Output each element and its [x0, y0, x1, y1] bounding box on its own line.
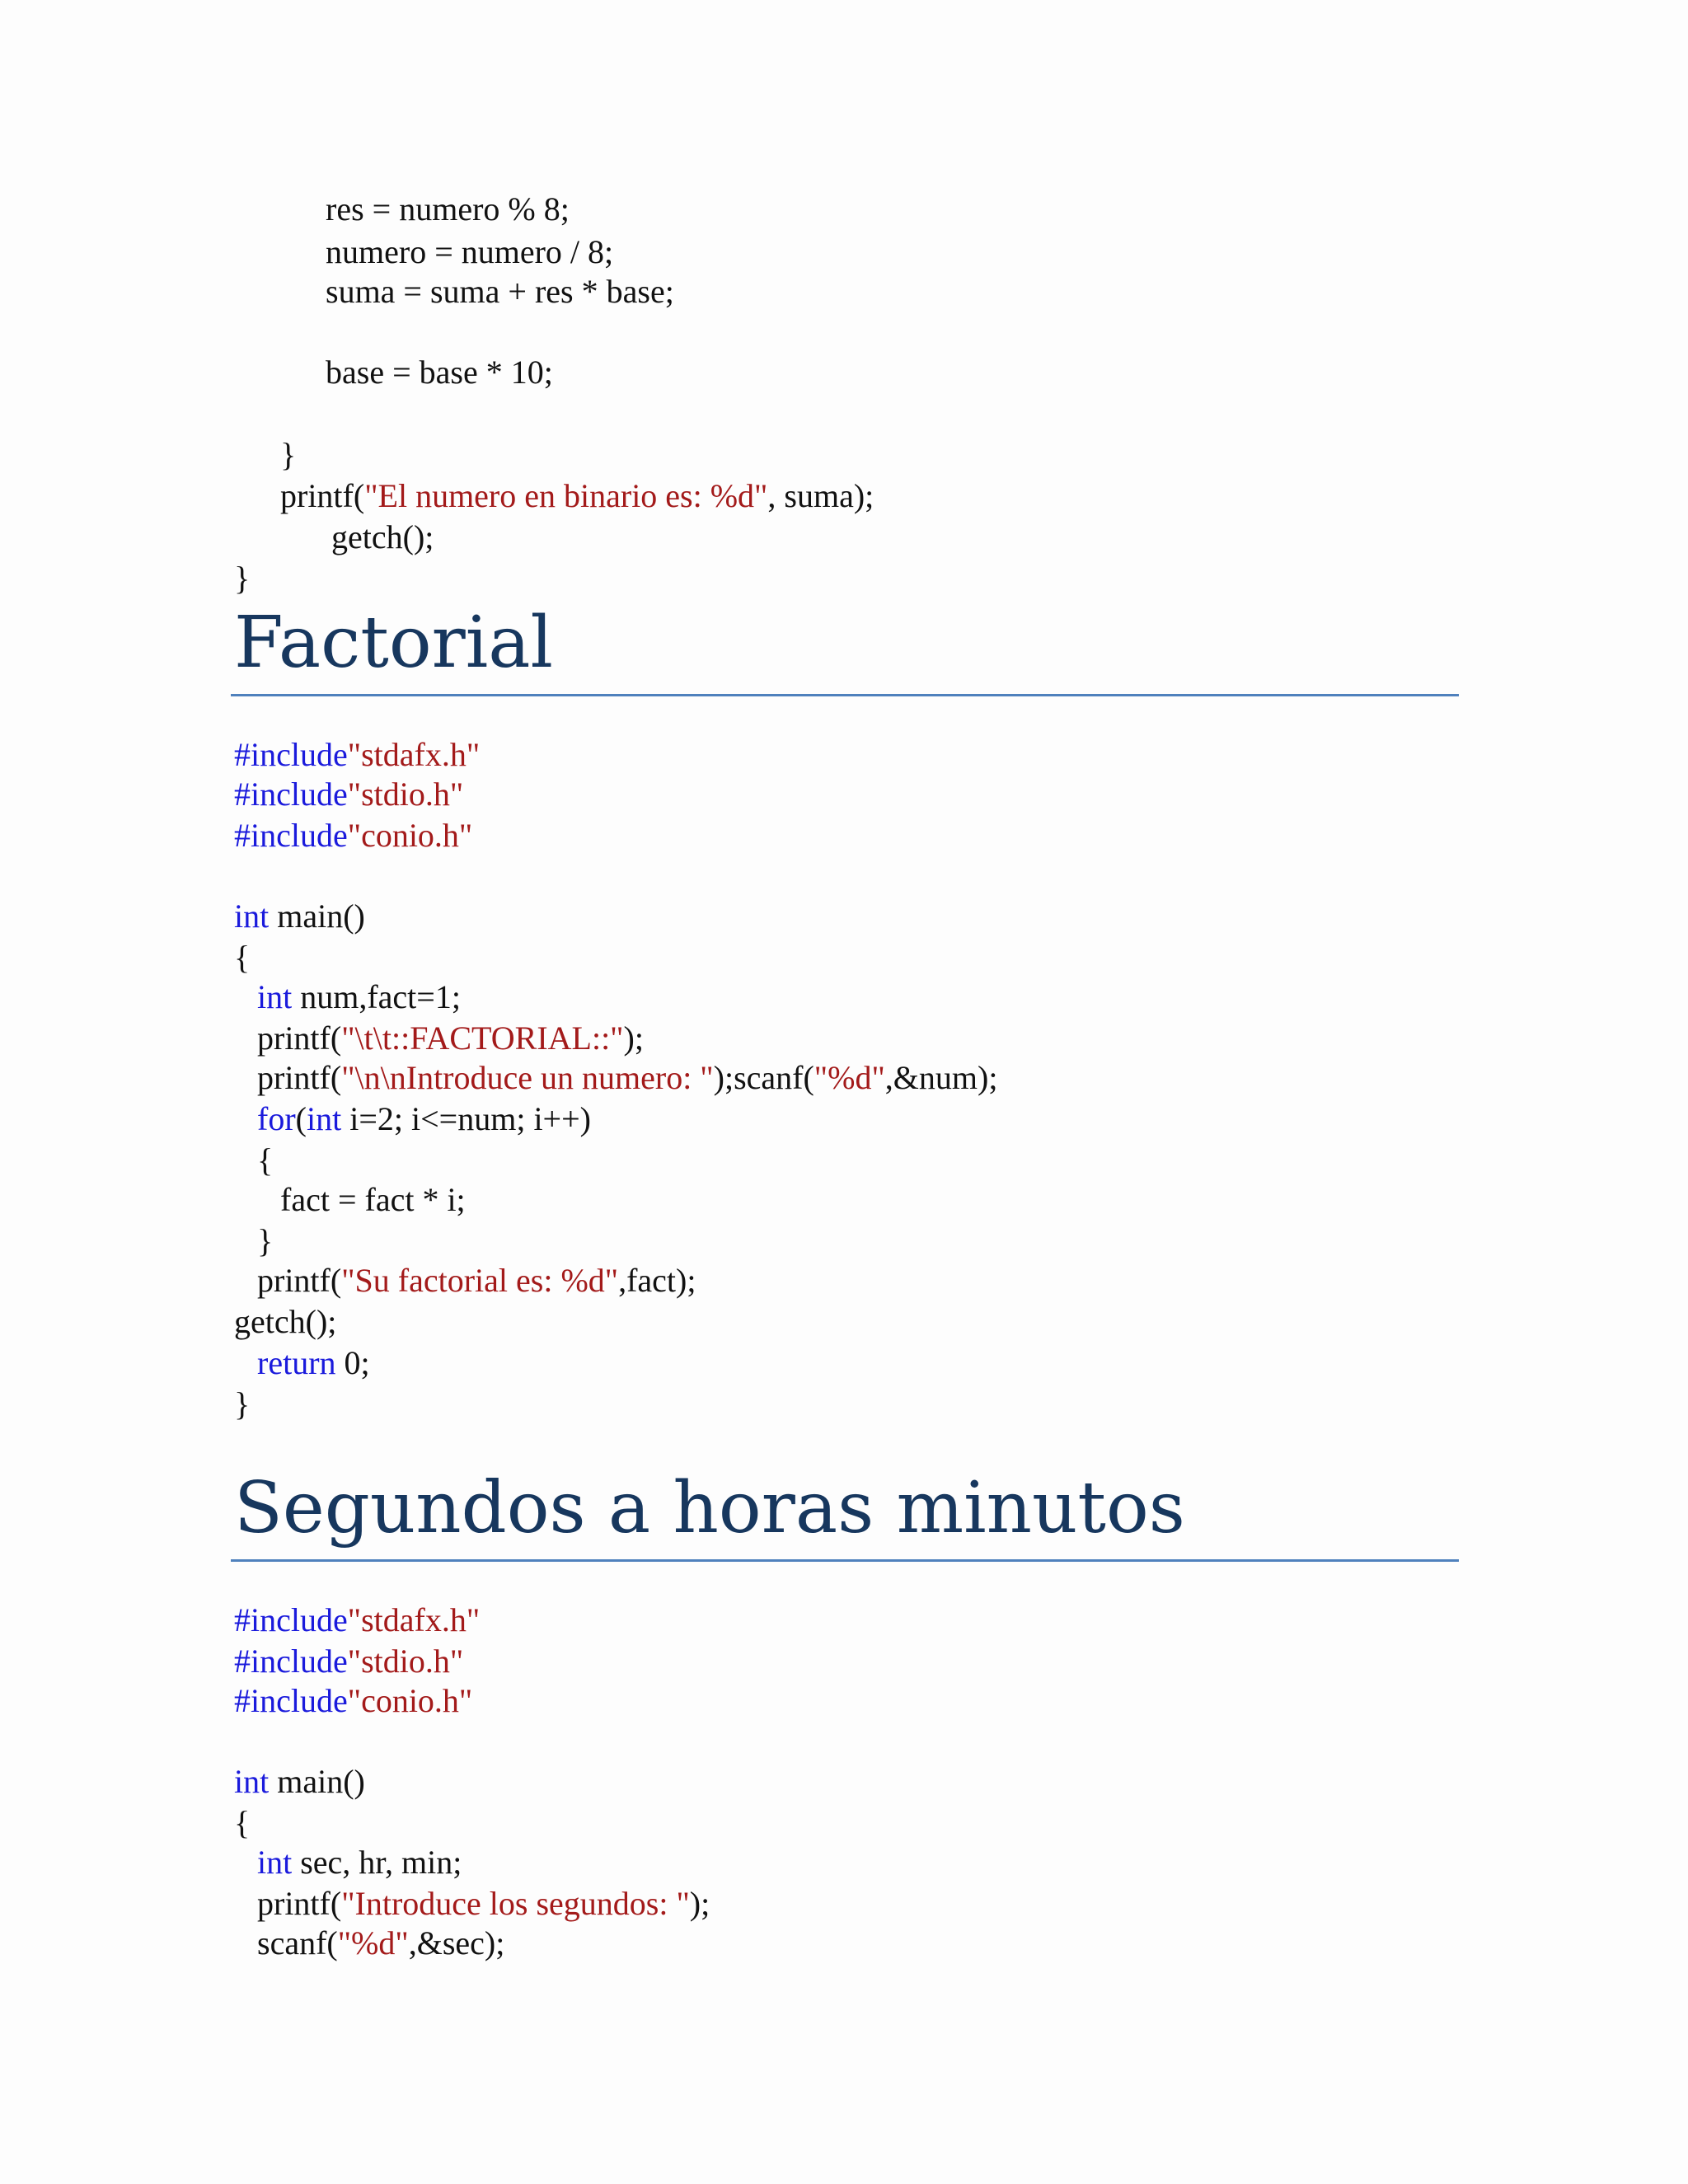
code-line: [257, 1343, 370, 1383]
code-line: [280, 435, 296, 475]
code-keyword: int: [234, 898, 270, 935]
code-text: main(): [269, 1763, 365, 1800]
code-line: [257, 1099, 591, 1139]
code-line: [257, 1141, 273, 1180]
code-text: {: [257, 1141, 274, 1179]
code-text: fact = fact * i;: [280, 1181, 466, 1218]
code-line: [257, 977, 461, 1017]
code-line: [326, 353, 553, 392]
code-text: printf(: [257, 1059, 342, 1096]
code-line: [331, 518, 434, 557]
code-text: ,fact);: [618, 1262, 696, 1299]
code-text: );scanf(: [713, 1059, 814, 1096]
code-line: [280, 476, 874, 516]
code-string: "\n\nIntroduce un numero: ": [341, 1059, 714, 1096]
code-keyword: #include: [234, 776, 348, 813]
code-line: [257, 1924, 504, 1963]
code-text: scanf(: [257, 1924, 338, 1961]
code-line: [326, 190, 570, 229]
code-line: [234, 1681, 472, 1721]
code-text: );: [689, 1885, 710, 1922]
code-line: [257, 1019, 644, 1058]
code-line: [326, 232, 613, 272]
code-line: [234, 559, 250, 598]
code-text: base = base * 10;: [326, 354, 553, 391]
code-text: {: [234, 1804, 251, 1841]
code-line: [280, 1180, 466, 1220]
heading-rule: [231, 1559, 1459, 1562]
code-string: "Introduce los segundos: ": [341, 1885, 690, 1922]
code-line: [234, 735, 480, 775]
code-string: "stdio.h": [347, 776, 464, 813]
code-text: printf(: [257, 1885, 342, 1922]
code-keyword: #include: [234, 1643, 348, 1680]
code-line: [234, 816, 472, 855]
code-line: [326, 272, 674, 312]
code-text: suma = suma + res * base;: [326, 273, 674, 310]
code-text: numero = numero / 8;: [326, 233, 614, 270]
code-keyword: int: [306, 1100, 342, 1137]
code-line: [234, 1803, 250, 1843]
code-text: printf(: [257, 1262, 342, 1299]
code-line: [257, 1843, 462, 1882]
code-keyword: int: [257, 978, 293, 1015]
code-text: getch();: [331, 518, 434, 555]
code-line: [234, 775, 463, 814]
code-text: res = numero % 8;: [326, 190, 570, 227]
code-keyword: int: [234, 1763, 270, 1800]
code-line: [234, 1302, 336, 1342]
code-text: {: [234, 939, 251, 976]
code-text: i=2; i<=num; i++): [341, 1100, 591, 1137]
code-string: "stdafx.h": [347, 736, 481, 773]
code-text: ,&sec);: [408, 1924, 505, 1961]
code-text: sec, hr, min;: [292, 1844, 462, 1881]
code-keyword: #include: [234, 736, 348, 773]
code-line: [257, 1058, 997, 1098]
code-string: "stdafx.h": [347, 1601, 481, 1638]
code-string: "\t\t::FACTORIAL::": [341, 1019, 624, 1057]
code-line: [234, 897, 365, 936]
code-text: getch();: [234, 1303, 337, 1340]
code-line: [234, 1601, 480, 1640]
heading-rule: [231, 694, 1459, 696]
code-line: [257, 1884, 710, 1924]
code-text: printf(: [257, 1019, 342, 1057]
code-string: "stdio.h": [347, 1643, 464, 1680]
section-heading-segundos: Segundos a horas minutos: [234, 1467, 1185, 1549]
code-text: (: [295, 1100, 307, 1137]
code-text: }: [257, 1222, 274, 1259]
code-string: "conio.h": [347, 1682, 473, 1719]
code-text: num,fact=1;: [292, 978, 461, 1015]
code-text: 0;: [335, 1344, 370, 1381]
code-string: "%d": [337, 1924, 409, 1961]
code-line: [257, 1261, 696, 1301]
code-string: "conio.h": [347, 817, 473, 854]
code-keyword: int: [257, 1844, 293, 1881]
code-string: "El numero en binario es: %d": [364, 477, 768, 514]
code-text: }: [280, 436, 297, 473]
code-text: }: [234, 1385, 251, 1422]
code-keyword: return: [257, 1344, 336, 1381]
code-string: "Su factorial es: %d": [341, 1262, 619, 1299]
code-keyword: for: [257, 1100, 296, 1137]
code-text: );: [623, 1019, 644, 1057]
code-text: ,&num);: [884, 1059, 998, 1096]
code-keyword: #include: [234, 817, 348, 854]
code-line: [234, 938, 250, 977]
code-line: [234, 1762, 365, 1802]
code-text: }: [234, 560, 251, 597]
code-string: "%d": [814, 1059, 885, 1096]
code-line: [234, 1385, 250, 1424]
code-keyword: #include: [234, 1682, 348, 1719]
section-heading-factorial: Factorial: [234, 602, 553, 684]
code-text: main(): [269, 898, 365, 935]
code-line: [257, 1221, 273, 1261]
code-text: printf(: [280, 477, 365, 514]
code-line: [234, 1642, 463, 1681]
code-keyword: #include: [234, 1601, 348, 1638]
code-text: , suma);: [767, 477, 874, 514]
